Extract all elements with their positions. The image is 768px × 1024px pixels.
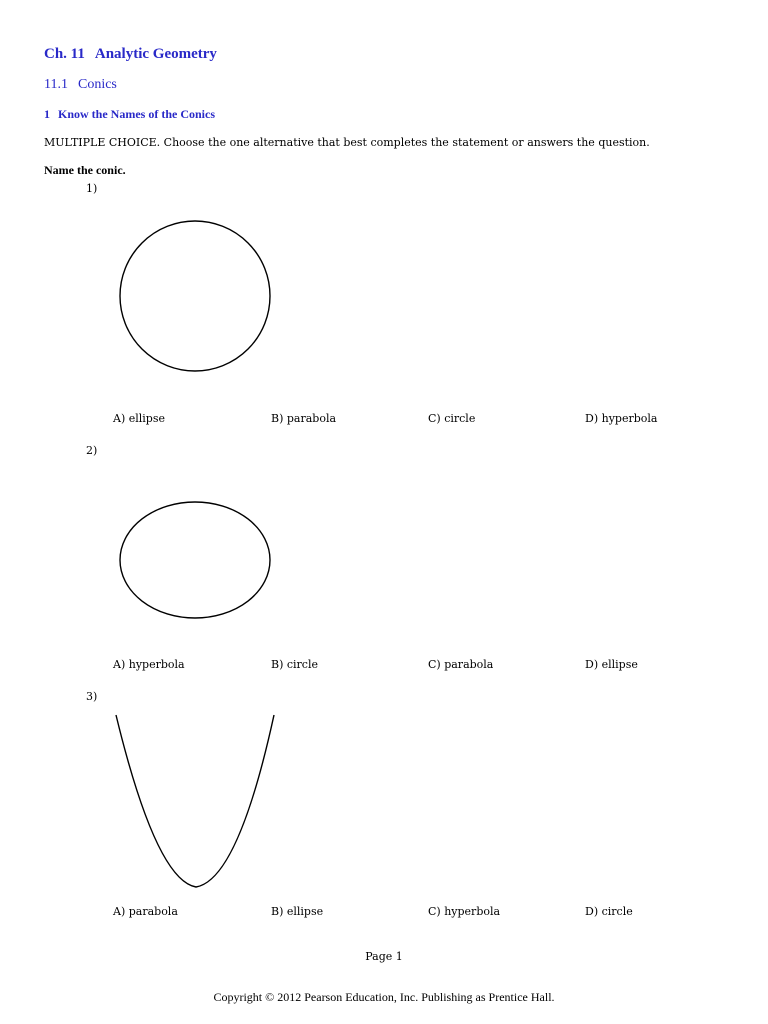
- question-prompt: Name the conic.: [44, 163, 126, 177]
- parabola-figure-icon: [110, 712, 285, 897]
- chapter-title: Analytic Geometry: [94, 46, 217, 62]
- chapter-number: Ch. 11: [44, 46, 85, 62]
- question-1-choice-c: C) circle: [428, 412, 476, 425]
- question-3-choice-d: D) circle: [585, 905, 633, 918]
- copyright-notice: Copyright © 2012 Pearson Education, Inc. Publishing as Prentice Hall.: [213, 990, 555, 1004]
- question-2-choice-c: C) parabola: [428, 658, 494, 671]
- question-number-3: 3): [86, 690, 98, 703]
- question-2-choice-a: A) hyperbola: [113, 658, 185, 671]
- question-1-choice-b: B) parabola: [271, 412, 337, 425]
- chapter-heading: [44, 46, 217, 63]
- question-3-choice-b: B) ellipse: [271, 905, 324, 918]
- question-3-choice-c: C) hyperbola: [428, 905, 501, 918]
- page-number: Page 1: [365, 950, 403, 963]
- section-number: 11.1: [44, 77, 68, 92]
- question-1-choice-d: D) hyperbola: [585, 412, 658, 425]
- question-1-choice-a: A) ellipse: [113, 412, 165, 425]
- section-title: Conics: [77, 77, 117, 92]
- question-3-choice-a: A) parabola: [113, 905, 178, 918]
- circle-figure-icon: [112, 212, 282, 382]
- ellipse-figure-icon: [112, 496, 282, 626]
- question-number-2: 2): [86, 444, 98, 457]
- objective-number: 1: [44, 107, 50, 121]
- question-2-choice-d: D) ellipse: [585, 658, 638, 671]
- section-heading: [44, 77, 117, 93]
- question-number-1: 1): [86, 182, 98, 195]
- instructions-text: MULTIPLE CHOICE. Choose the one alternative that best completes the statement or answers the question.: [44, 136, 650, 149]
- objective-title: Know the Names of the Conics: [58, 107, 215, 121]
- question-2-choice-b: B) circle: [271, 658, 318, 671]
- objective-heading: [44, 107, 215, 122]
